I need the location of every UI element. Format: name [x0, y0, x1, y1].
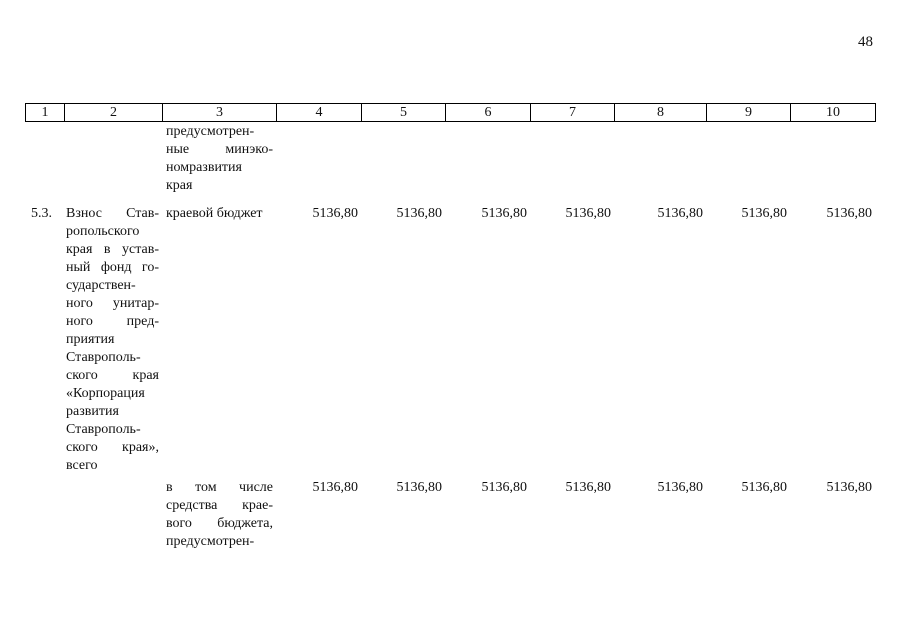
text-line: номразвития: [166, 160, 242, 175]
text-line: ского края: [66, 368, 159, 383]
column-number: 6: [446, 104, 531, 122]
value-cell: 5136,80: [481, 206, 527, 221]
value-cell: 5136,80: [826, 480, 872, 495]
value-cell: 5136,80: [312, 206, 358, 221]
text-line: ный фонд го-: [66, 260, 159, 275]
value-cell: 5136,80: [657, 480, 703, 495]
column-number: 2: [65, 104, 163, 122]
text-line: вого бюджета,: [166, 516, 273, 531]
source-continuation: [166, 123, 273, 195]
column-number-header: [25, 103, 876, 122]
value-cell: 5136,80: [741, 480, 787, 495]
value-cell: 5136,80: [657, 206, 703, 221]
value-cell: 5136,80: [396, 206, 442, 221]
value-cell: 5136,80: [396, 480, 442, 495]
text-line: предусмотрен-: [166, 124, 255, 139]
value-cell: 5136,80: [312, 480, 358, 495]
text-line: развития: [66, 404, 119, 419]
text-line: всего: [66, 458, 98, 473]
value-cell: 5136,80: [741, 206, 787, 221]
text-line: Взнос Став-: [66, 206, 159, 221]
column-number: 10: [791, 104, 876, 122]
text-line: ного унитар-: [66, 296, 159, 311]
page-number: 48: [858, 34, 873, 50]
text-line: «Корпорация: [66, 386, 145, 401]
value-cell: 5136,80: [565, 206, 611, 221]
text-line: ского края»,: [66, 440, 159, 455]
column-number: 5: [362, 104, 446, 122]
column-number: 1: [26, 104, 65, 122]
row-name: [66, 205, 159, 475]
text-line: средства крае-: [166, 498, 273, 513]
source-detail: [166, 479, 273, 551]
text-line: ного пред-: [66, 314, 159, 329]
text-line: сударствен-: [66, 278, 136, 293]
row-number: 5.3.: [31, 206, 52, 221]
text-line: ропольского: [66, 224, 140, 239]
text-line: Ставрополь-: [66, 350, 141, 365]
source-cell: краевой бюджет: [166, 206, 263, 221]
text-line: приятия: [66, 332, 115, 347]
value-cell: 5136,80: [481, 480, 527, 495]
column-number: 4: [277, 104, 362, 122]
text-line: Ставрополь-: [66, 422, 141, 437]
text-line: предусмотрен-: [166, 534, 255, 549]
text-line: края в устав-: [66, 242, 159, 257]
column-number: 3: [163, 104, 277, 122]
text-line: края: [166, 178, 193, 193]
text-line: в том числе: [166, 480, 273, 495]
text-line: ные минэко-: [166, 142, 273, 157]
value-cell: 5136,80: [565, 480, 611, 495]
column-number: 8: [615, 104, 707, 122]
value-cell: 5136,80: [826, 206, 872, 221]
column-number: 7: [531, 104, 615, 122]
column-number: 9: [707, 104, 791, 122]
